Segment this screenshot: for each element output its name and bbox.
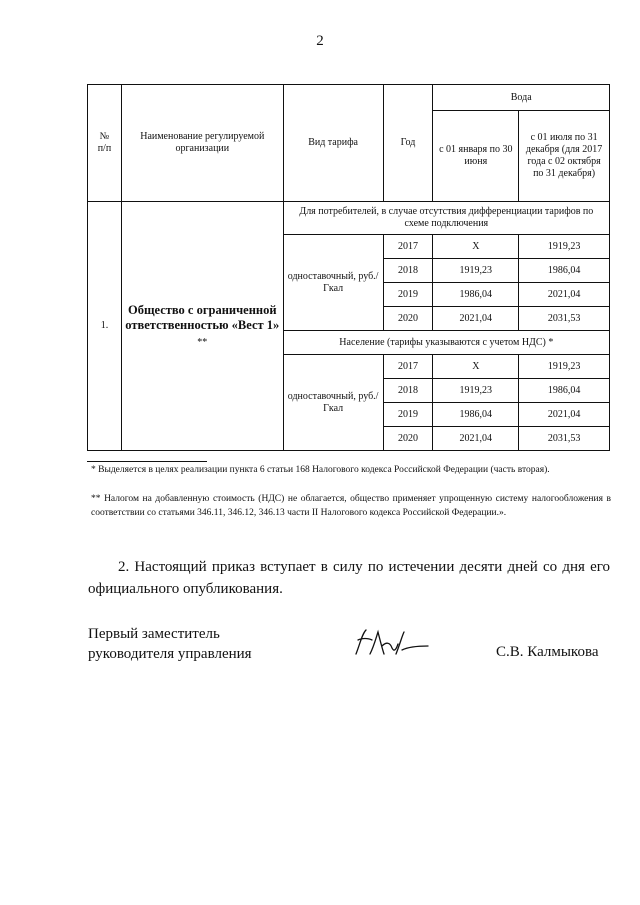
value-cell: 1919,23	[519, 355, 610, 379]
row-number: 1.	[88, 202, 122, 451]
value-cell: 1919,23	[433, 379, 519, 403]
value-cell: Х	[433, 355, 519, 379]
value-cell: 1919,23	[519, 235, 610, 259]
year-cell: 2019	[383, 403, 433, 427]
year-cell: 2019	[383, 283, 433, 307]
tariff-type: одноставочный, руб./Гкал	[283, 235, 383, 331]
header-year: Год	[383, 85, 433, 202]
organization-name	[121, 202, 283, 451]
year-cell: 2017	[383, 235, 433, 259]
signatory-title	[88, 625, 252, 664]
organization-name-text: Общество с ограниченной ответственностью «Вест 1»	[125, 302, 280, 333]
value-cell: 1986,04	[433, 403, 519, 427]
signatory-title-line1: Первый заместитель	[88, 626, 220, 642]
header-org-name: Наименование регулируемой организации	[121, 85, 283, 202]
value-cell: 1986,04	[433, 283, 519, 307]
value-cell: 1919,23	[433, 259, 519, 283]
footnote-divider	[87, 461, 207, 462]
year-cell: 2017	[383, 355, 433, 379]
value-cell: 2031,53	[519, 427, 610, 451]
value-cell: 2021,04	[519, 403, 610, 427]
year-cell: 2018	[383, 259, 433, 283]
year-cell: 2020	[383, 307, 433, 331]
handwritten-signature	[352, 626, 432, 660]
paragraph-effective-date: 2. Настоящий приказ вступает в силу по истечении десяти дней со дня его официального опубликования.	[88, 559, 610, 597]
value-cell: 1986,04	[519, 379, 610, 403]
year-cell: 2020	[383, 427, 433, 451]
signatory-title-line2: руководителя управления	[88, 645, 252, 662]
header-water: Вода	[433, 85, 610, 111]
group-title: Население (тарифы указываются с учетом НДС) *	[283, 331, 609, 355]
header-period2: с 01 июля по 31 декабря (для 2017 года с 02 октября по 31 декабря)	[519, 111, 610, 202]
group-title: Для потребителей, в случае отсутствия дифференциации тарифов по схеме подключения	[283, 202, 609, 235]
organization-stars: **	[197, 336, 208, 348]
header-tariff-type: Вид тарифа	[283, 85, 383, 202]
header-period1: с 01 января по 30 июня	[433, 111, 519, 202]
tariff-type: одноставочный, руб./Гкал	[283, 355, 383, 451]
header-num: № п/п	[88, 85, 122, 202]
footnote-2: ** Налогом на добавленную стоимость (НДС) не облагается, общество применяет упрощенную систему налогообложения в соответствии со статьями 346.11, 346.12, 346.13 части II Налогового кодекса Российской Федерации.».	[91, 494, 611, 518]
value-cell: 2021,04	[433, 427, 519, 451]
value-cell: 2031,53	[519, 307, 610, 331]
signatory-name: С.В. Калмыкова	[496, 644, 599, 660]
footnote-1: * Выделяется в целях реализации пункта 6 статьи 168 Налогового кодекса Российской Федерации (часть вторая).	[91, 465, 550, 475]
value-cell: 2021,04	[519, 283, 610, 307]
value-cell: Х	[433, 235, 519, 259]
value-cell: 1986,04	[519, 259, 610, 283]
year-cell: 2018	[383, 379, 433, 403]
value-cell: 2021,04	[433, 307, 519, 331]
tariff-table	[87, 84, 610, 451]
page-number: 2	[316, 33, 324, 49]
